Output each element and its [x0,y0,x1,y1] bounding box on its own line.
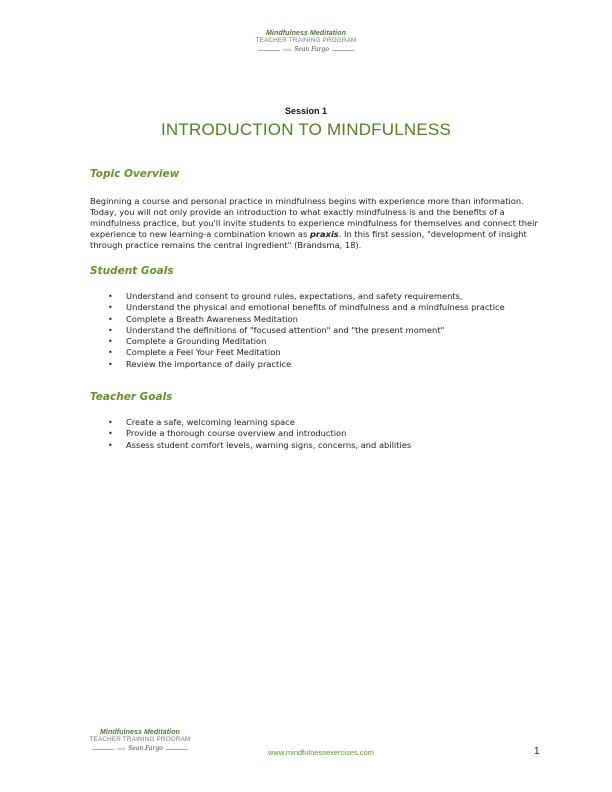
list-item: • Understand and consent to ground rules, expectations, and safety requirements, [107,291,547,302]
list-item: • Complete a Feel Your Feet Meditation [107,347,547,358]
list-item: • Create a safe, welcoming learning space [107,417,547,428]
topic-overview-paragraph [90,196,542,251]
footer-logo-with: with [117,746,126,751]
teacher-goals-list [107,417,547,451]
footer-url[interactable]: www.mindfulnessexercises.com [268,748,374,757]
footer-logo-rule-right [166,749,188,750]
logo-title: Mindfulness Meditation [266,30,346,37]
list-item: • Complete a Breath Awareness Meditation [107,314,547,325]
student-goals-heading: Student Goals [90,265,174,277]
list-item: • Complete a Grounding Meditation [107,336,547,347]
topic-text-after: . In this first session, "development of insight through practice remains the central ingredient" (Brandsma, 18). [90,229,527,250]
praxis-emphasis: praxis [309,229,339,239]
topic-overview-heading: Topic Overview [90,168,180,180]
topic-text-before: Beginning a course and personal practice in mindfulness begins with experience more than information. Today, you will not only provide an introduction to what exactly mindfulness is and the benefits of a mindfulness practice, but you'll invite students to experience mindfulness for themselves and connect their experience to new learning-a combination known as [90,196,538,239]
logo-rule-right [332,50,354,51]
list-item: • Provide a thorough course overview and introduction [107,428,547,439]
header-logo [246,30,366,53]
session-label: Session 1 [284,106,328,116]
student-goals-list [107,291,547,370]
footer-logo-signature-text: Sean Fargo [128,745,163,753]
list-item: • Assess student comfort levels, warning signs, concerns, and abilities [107,440,547,451]
footer-logo-signature [80,746,200,752]
logo-signature-text: Sean Fargo [294,46,329,54]
page-number: 1 [534,746,540,757]
logo-rule-left [258,50,280,51]
logo-subtitle: TEACHER TRAINING PROGRAM [255,37,357,44]
footer-logo [80,729,200,752]
list-item: • Understand the definitions of "focused attention" and "the present moment" [107,325,547,336]
footer-logo-subtitle: TEACHER TRAINING PROGRAM [89,736,191,743]
list-item: • Understand the physical and emotional benefits of mindfulness and a mindfulness practice [107,302,547,313]
logo-signature [246,47,366,53]
page-title: INTRODUCTION TO MINDFULNESS [160,120,451,139]
teacher-goals-heading: Teacher Goals [90,391,173,403]
logo-with: with [283,47,292,52]
footer-logo-rule-left [92,749,114,750]
footer-logo-title: Mindfulness Meditation [100,729,180,736]
list-item: • Review the importance of daily practice [107,359,547,370]
